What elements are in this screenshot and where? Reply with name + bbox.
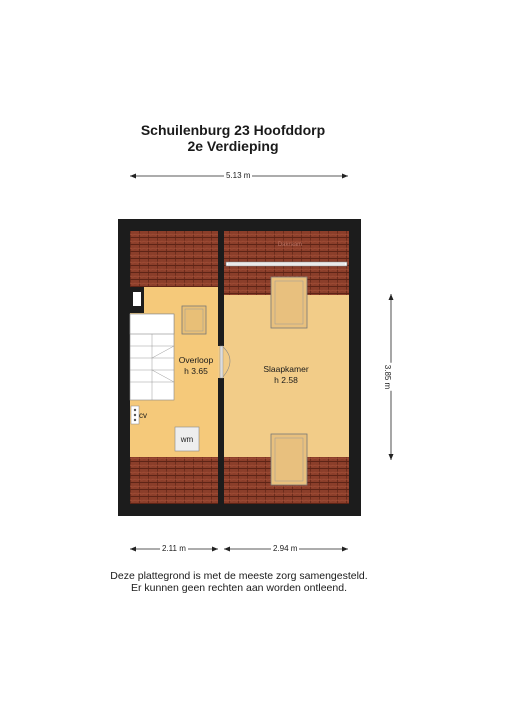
roof-window-overloop bbox=[182, 306, 206, 334]
overloop-height: h 3.65 bbox=[184, 366, 208, 376]
roof-tiles-bottom-left bbox=[130, 457, 218, 504]
slaapkamer-label bbox=[258, 364, 314, 386]
slaapkamer-height: h 2.58 bbox=[274, 375, 298, 385]
shaft-opening bbox=[133, 292, 141, 306]
roof-rail bbox=[226, 262, 347, 266]
cv-label: cv bbox=[139, 411, 147, 420]
address-title: Schuilenburg 23 Hoofddorp bbox=[140, 122, 326, 138]
wm-label: wm bbox=[180, 435, 194, 444]
floor-title: 2e Verdieping bbox=[187, 138, 279, 154]
depth-label: 3.85 m bbox=[383, 364, 393, 390]
disclaimer-line-1: Deze plattegrond is met de meeste zorg samengesteld. bbox=[110, 570, 368, 582]
slaapkamer-name: Slaapkamer bbox=[263, 364, 309, 374]
roof-tiles-top-left bbox=[130, 231, 218, 287]
overloop-name: Overloop bbox=[178, 355, 214, 365]
left-width-label: 2.11 m bbox=[162, 544, 186, 553]
disclaimer-line-2: Er kunnen geen rechten aan worden ontleend. bbox=[131, 582, 347, 594]
right-width-label: 2.94 m bbox=[273, 544, 298, 553]
roof-window-top bbox=[271, 277, 307, 328]
staircase bbox=[130, 314, 174, 400]
roof-hatch-label: Dakraam bbox=[277, 242, 303, 248]
roof-window-bottom bbox=[271, 434, 307, 485]
overloop-label bbox=[172, 355, 220, 377]
total-width-label: 5.13 m bbox=[226, 171, 251, 180]
